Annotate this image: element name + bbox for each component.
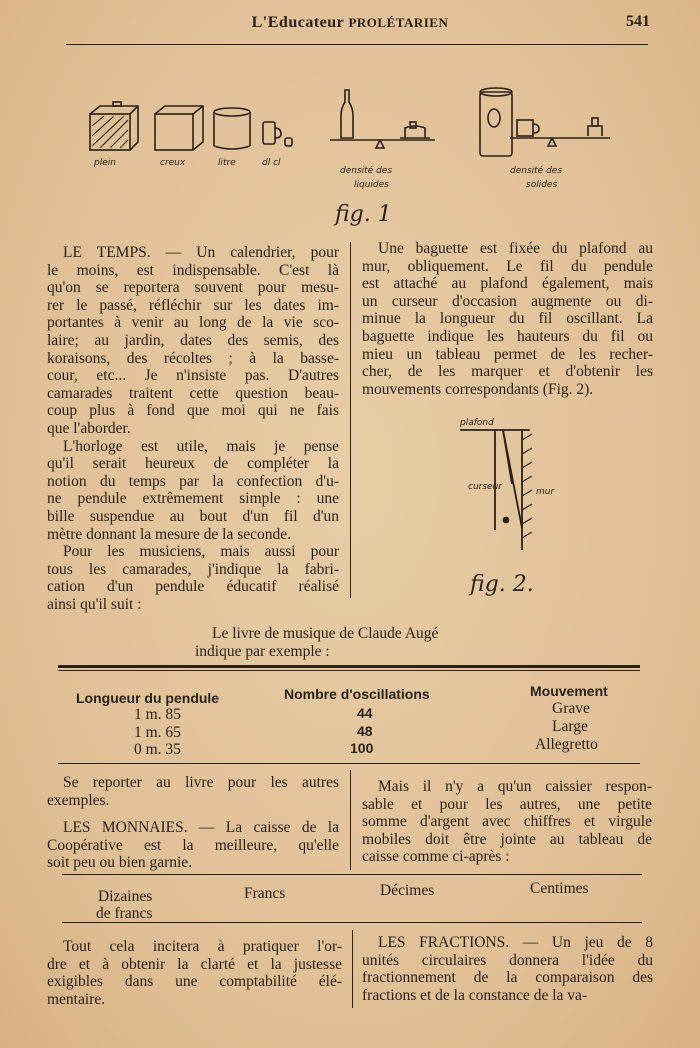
column-divider-3	[352, 930, 353, 1008]
right-column-line: est attaché au plafond également, mais	[362, 275, 653, 293]
left-column-line: ne pendule extrêmement simple : une	[47, 490, 339, 508]
table-row-3-length: 0 m. 35	[134, 741, 181, 758]
table-row-1-movement: Grave	[552, 700, 590, 717]
caisse-top-rule	[62, 874, 642, 875]
table-row-1-oscillations: 44	[357, 705, 373, 721]
figure-1-drawing	[80, 80, 640, 195]
table-header-oscillations: Nombre d'oscillations	[284, 686, 430, 702]
section-3-left-line: exigibles dans une comptabilité élé-	[47, 973, 342, 991]
section-2-left-line: LES MONNAIES. — La caisse de la	[63, 819, 339, 837]
table-row-1-length: 1 m. 85	[134, 706, 181, 723]
table-row-3-movement: Allegretto	[535, 736, 598, 753]
music-intro-line-2: indique par exemple :	[195, 643, 330, 660]
label-creux: creux	[160, 158, 186, 168]
left-column-line: mètre donnant la mesure de la seconde.	[47, 525, 292, 543]
section-2-left	[47, 774, 339, 872]
liquid-density-balance-icon	[330, 90, 435, 148]
right-column-line: minue la longueur du fil oscillant. La	[362, 310, 653, 328]
label-mur: mur	[536, 487, 555, 497]
label-densite-solides-1: densité des	[510, 166, 563, 176]
right-column-line: mieu un tableau permet de les recher-	[362, 345, 653, 363]
caisse-col-decimes: Décimes	[380, 882, 435, 899]
right-column-line: mouvements correspondants (Fig. 2).	[362, 380, 594, 398]
label-dl-cl: dl cl	[262, 158, 281, 168]
left-column-line: koraisons, des récoltes ; à la basse-	[47, 349, 339, 367]
left-column-line: que l'aborder.	[47, 419, 131, 437]
caisse-col-francs: Francs	[244, 885, 286, 902]
label-litre: litre	[218, 158, 236, 168]
left-column-line: L'horloge est utile, mais je pense	[63, 437, 339, 455]
small-measures-icon	[263, 122, 292, 146]
right-column	[362, 240, 653, 398]
solid-density-balance-icon	[480, 88, 610, 156]
left-column-line: cour, etc... Je n'insiste pas. D'autres	[47, 367, 339, 385]
left-column-line: tous les camarades, j'indique la fabri-	[47, 560, 339, 578]
section-2-right	[362, 778, 652, 866]
right-column-line: cher, de les marquer et d'obtenir les	[362, 363, 653, 381]
section-2-right-line: caisse comme ci-après :	[362, 848, 510, 866]
left-column-line: ainsi qu'il suit :	[47, 595, 142, 613]
figure-2-caption: fig. 2.	[470, 572, 534, 597]
left-column-line: coup plus à fond que moi qui ne fais	[47, 402, 339, 420]
left-column-line: portantes à venir au long de la vie sco-	[47, 314, 339, 332]
label-densite-liquides-2: liquides	[354, 180, 389, 190]
header-rule	[66, 44, 648, 45]
section-2-left-line: Coopérative est la meilleure, qu'elle	[47, 836, 339, 854]
column-divider-2	[350, 770, 351, 870]
section-3-left-line: dre et à obtenir la clarté et la justesse	[47, 955, 342, 973]
table-row-2-length: 1 m. 65	[134, 724, 181, 741]
section-2-left-line: exemples.	[47, 791, 110, 809]
music-intro-line-1: Le livre de musique de Claude Augé	[212, 625, 439, 642]
left-column-line: notion du temps par la confection d'u-	[47, 472, 339, 490]
label-plein: plein	[94, 158, 116, 168]
right-column-line: un curseur d'occasion augmente ou di-	[362, 292, 653, 310]
section-3-right	[362, 934, 653, 1004]
section-3-right-line: fractions et de la constance de la va-	[362, 986, 588, 1004]
section-2-left-line: soit peu ou bien garnie.	[47, 854, 193, 872]
section-3-left	[47, 938, 342, 1008]
section-2-left-line: Se reporter au livre pour les autres	[63, 774, 339, 791]
full-cube-icon	[90, 102, 138, 150]
table-row-2-movement: Large	[552, 718, 588, 735]
table-header-movement: Mouvement	[530, 683, 608, 699]
label-curseur: curseur	[468, 482, 502, 492]
left-column-line: LE TEMPS. — Un calendrier, pour	[63, 244, 339, 261]
section-3-right-line: fractionnement de la comparaison des	[362, 969, 653, 987]
caisse-col-dizaines-2: de francs	[96, 905, 153, 922]
section-3-left-line: mentaire.	[47, 990, 106, 1008]
label-densite-liquides-1: densité des	[340, 166, 393, 176]
running-header	[200, 14, 500, 32]
table-bottom-rule	[58, 763, 640, 764]
left-column	[47, 244, 339, 613]
left-column-line: bille suspendue au bout d'un fil d'un	[47, 507, 339, 525]
left-column-line: rer le passé, réfléchir sur les dates im-	[47, 296, 339, 314]
label-plafond: plafond	[460, 418, 494, 428]
figure-1-caption: fig. 1	[335, 202, 392, 227]
section-2-right-line: sable et pour les autres, une petite	[362, 795, 652, 813]
caisse-bottom-rule	[62, 922, 642, 923]
left-column-line: le moins, est indispensable. C'est là	[47, 261, 339, 279]
caisse-col-centimes: Centimes	[530, 880, 589, 897]
figure-2-drawing	[440, 410, 600, 560]
header-word-2: PROLÉTARIEN	[348, 15, 449, 30]
section-3-right-line: unités circulaires donnera l'idée du	[362, 951, 653, 969]
table-row-3-oscillations: 100	[350, 740, 374, 756]
section-2-right-line: Mais il n'y a qu'un caissier respon-	[378, 778, 652, 795]
left-column-line: qu'on se reportera souvent pour mesu-	[47, 279, 339, 297]
page-number: 541	[626, 13, 650, 30]
right-column-line: baguette indique les hauteurs du fil ou	[362, 327, 653, 345]
label-densite-solides-2: solides	[526, 180, 558, 190]
table-top-rule	[58, 665, 640, 668]
column-divider-1	[350, 242, 351, 598]
caisse-col-dizaines-1: Dizaines	[98, 888, 153, 905]
section-2-right-line: somme d'argent avec chiffres et virgule	[362, 813, 652, 831]
left-column-line: cation d'un pendule éducatif réalisé	[47, 578, 339, 596]
right-column-line: Une baguette est fixée du plafond au	[378, 240, 653, 257]
litre-cylinder-icon	[214, 108, 250, 149]
table-top-rule-thin	[58, 670, 640, 671]
left-column-line: Pour les musiciens, mais aussi pour	[63, 543, 339, 561]
header-prefix: L'	[251, 14, 268, 31]
section-2-right-line: mobiles doit être jointe au tableau de	[362, 830, 652, 848]
left-column-line: laire; au jardin, dates des semis, des	[47, 331, 339, 349]
table-row-2-oscillations: 48	[357, 723, 373, 739]
hollow-cube-icon	[155, 106, 203, 150]
table-header-length: Longueur du pendule	[76, 690, 220, 706]
section-3-left-line: Tout cela incitera à pratiquer l'or-	[63, 938, 342, 955]
left-column-line: camarades traitent cette question beau-	[47, 384, 339, 402]
header-word-1: Educateur	[267, 14, 349, 31]
section-3-right-line: LES FRACTIONS. — Un jeu de 8	[378, 934, 653, 951]
left-column-line: qu'il serait heureux de compléter la	[47, 455, 339, 473]
right-column-line: mur, obliquement. Le fil du pendule	[362, 257, 653, 275]
